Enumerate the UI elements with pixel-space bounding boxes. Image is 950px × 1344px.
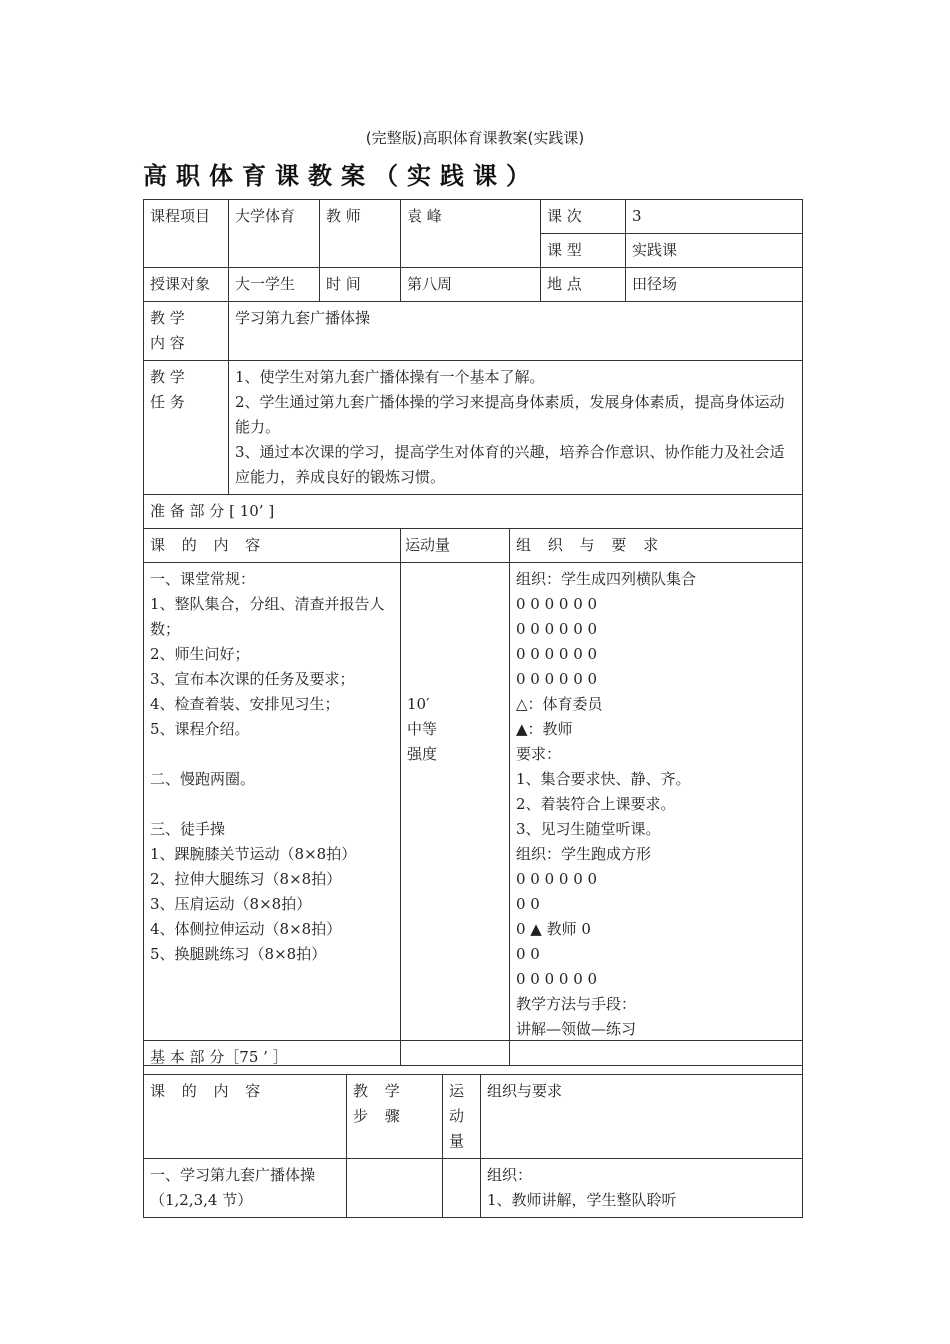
- content-value: 学习第九套广播体操: [229, 302, 803, 361]
- basic-col-load: 运 动 量: [443, 1075, 481, 1159]
- prep-content-cell: [144, 563, 401, 1066]
- lesson-type-value: 实践课: [626, 234, 803, 268]
- basic-row-content: 一、学习第九套广播体操（1,2,3,4 节）: [144, 1159, 347, 1218]
- task-list: [229, 361, 803, 495]
- place-value: 田径场: [626, 268, 803, 302]
- prep-org-line: 2、着装符合上课要求。: [516, 795, 676, 813]
- prep-content-line: 3、压肩运动（8×8拍）: [150, 895, 312, 913]
- prep-org-line: 0 0: [516, 895, 540, 913]
- page-title: 高职体育课教案（实践课）: [143, 162, 539, 190]
- content-label-line: 教 学: [150, 309, 185, 327]
- basic-col-content: 课 的 内 容: [144, 1075, 347, 1159]
- prep-org-line: 0 0 0 0 0 0: [516, 970, 598, 988]
- content-label: [144, 302, 229, 361]
- task-label-line: 任 务: [150, 393, 185, 411]
- place-label: 地 点: [541, 268, 626, 302]
- prep-org-line: 教学方法与手段：: [516, 995, 637, 1013]
- teacher-value: 袁 峰: [401, 200, 541, 268]
- spacer: [150, 792, 394, 817]
- basic-col-org: 组织与要求: [481, 1075, 803, 1159]
- prep-content-line: 5、换腿跳练习（8×8拍）: [150, 945, 327, 963]
- prep-col-load: 运动量: [401, 529, 510, 563]
- prep-content-line: 一、课堂常规：: [150, 570, 256, 588]
- prep-org-line: 0 0 0 0 0 0: [516, 870, 598, 888]
- prep-org-line: 0 0 0 0 0 0: [516, 620, 598, 638]
- prep-org-line: 0 ▲ 教师 0: [516, 920, 591, 938]
- prep-content-line: 4、体侧拉伸运动（8×8拍）: [150, 920, 342, 938]
- prep-content-line: 4、检查着装、安排见习生；: [150, 695, 340, 713]
- prep-content-line: 二、慢跑两圈。: [150, 770, 256, 788]
- prep-content-line: 3、宣布本次课的任务及要求；: [150, 670, 355, 688]
- prep-org-line: △：体育委员: [516, 695, 603, 713]
- prep-org-line: 0 0: [516, 945, 540, 963]
- basic-col-steps: 教 学 步 骤: [347, 1075, 443, 1159]
- basic-row-org: [481, 1159, 803, 1218]
- task-item: 1、使学生对第九套广播体操有一个基本了解。: [235, 368, 545, 386]
- prep-content-line: 1、踝腕膝关节运动（8×8拍）: [150, 845, 357, 863]
- prep-org-line: 0 0 0 0 0 0: [516, 645, 598, 663]
- prep-org-line: 0 0 0 0 0 0: [516, 670, 598, 688]
- task-label: [144, 361, 229, 495]
- prep-load-line: 中等: [407, 720, 438, 738]
- basic-section-heading: 基 本 部 分［75 ’ ］: [144, 1041, 803, 1075]
- content-label-line: 内 容: [150, 334, 185, 352]
- prep-section-heading: 准 备 部 分 [ 10’ ]: [144, 495, 803, 529]
- prep-org-cell: [510, 563, 803, 1066]
- lesson-plan-table: [143, 199, 803, 1066]
- course-label: 课程项目: [144, 200, 229, 268]
- lesson-type-label: 课 型: [541, 234, 626, 268]
- prep-org-line: 要求：: [516, 745, 562, 763]
- prep-org-line: 组织：学生成四列横队集合: [516, 570, 697, 588]
- time-value: 第八周: [401, 268, 541, 302]
- audience-label: 授课对象: [144, 268, 229, 302]
- basic-org-line: 组织：: [487, 1166, 533, 1184]
- prep-col-content: 课 的 内 容: [144, 529, 401, 563]
- spacer: [150, 742, 394, 767]
- prep-org-line: 组织：学生跑成方形: [516, 845, 652, 863]
- prep-col-org: 组 织 与 要 求: [510, 529, 803, 563]
- prep-org-line: 1、集合要求快、静、齐。: [516, 770, 691, 788]
- prep-org-line: 0 0 0 0 0 0: [516, 595, 598, 613]
- task-item: 3、通过本次课的学习，提高学生对体育的兴趣，培养合作意识、协作能力及社会适应能力，养成良好的锻炼习惯。: [235, 443, 785, 486]
- teacher-label: 教 师: [320, 200, 401, 268]
- basic-org-line: 1、教师讲解，学生整队聆听: [487, 1191, 677, 1209]
- prep-org-line: 讲解—领做—练习: [516, 1020, 637, 1038]
- prep-org-line: 3、见习生随堂听课。: [516, 820, 661, 838]
- basic-section-table: [143, 1040, 803, 1218]
- course-value: 大学体育: [229, 200, 320, 268]
- prep-content-line: 2、师生问好；: [150, 645, 250, 663]
- task-label-line: 教 学: [150, 368, 185, 386]
- prep-load-line: 10′: [407, 695, 430, 713]
- basic-row-steps: [347, 1159, 443, 1218]
- basic-row-load: [443, 1159, 481, 1218]
- prep-content-line: 1、整队集合，分组、清查并报告人数；: [150, 595, 385, 638]
- audience-value: 大一学生: [229, 268, 320, 302]
- document-header: (完整版)高职体育课教案(实践课): [365, 129, 585, 147]
- prep-load-line: 强度: [407, 745, 438, 763]
- prep-content-line: 三、徒手操: [150, 820, 226, 838]
- prep-load-cell: [401, 563, 510, 1066]
- lesson-no-label: 课 次: [541, 200, 626, 234]
- task-item: 2、学生通过第九套广播体操的学习来提高身体素质，发展身体素质，提高身体运动能力。: [235, 393, 785, 436]
- prep-content-line: 5、课程介绍。: [150, 720, 250, 738]
- prep-org-line: ▲：教师: [516, 720, 573, 738]
- time-label: 时 间: [320, 268, 401, 302]
- lesson-no-value: 3: [626, 200, 803, 234]
- prep-content-line: 2、拉伸大腿练习（8×8拍）: [150, 870, 342, 888]
